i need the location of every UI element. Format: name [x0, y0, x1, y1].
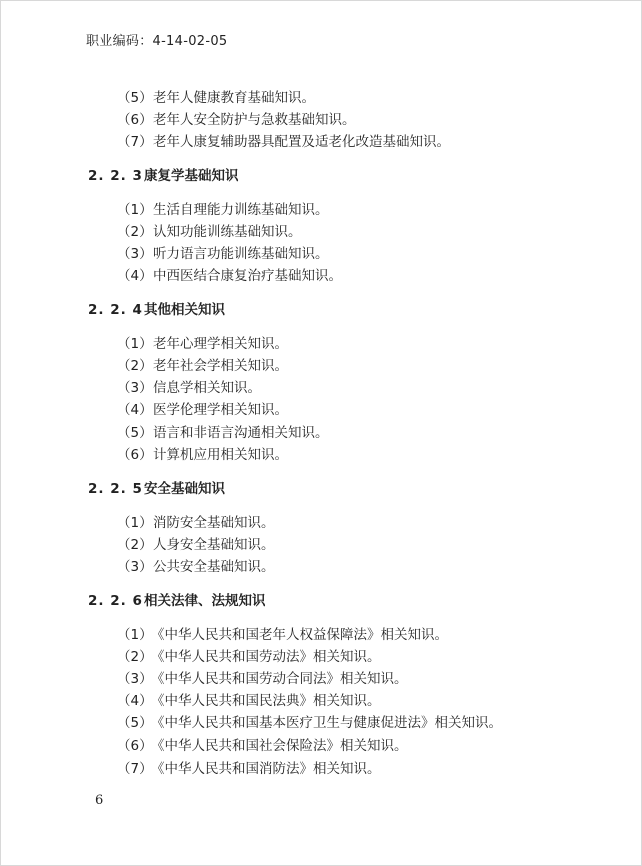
item-index: （4） — [117, 402, 153, 418]
item-index: （2） — [117, 537, 153, 553]
list-item — [117, 354, 288, 374]
item-index: （6） — [117, 447, 153, 463]
list-item — [117, 667, 408, 687]
item-text: 《中华人民共和国劳动法》相关知识。 — [151, 649, 381, 665]
list-item — [117, 555, 275, 575]
section-heading — [88, 298, 225, 318]
list-item — [117, 757, 381, 777]
list-item — [117, 130, 450, 150]
list-item — [117, 734, 408, 754]
list-item — [117, 198, 329, 218]
item-index: （3） — [117, 559, 153, 575]
list-item — [117, 220, 302, 240]
occupation-code: 职业编码：4-14-02-05 — [86, 34, 228, 49]
list-item — [117, 689, 381, 709]
item-index: （3） — [117, 246, 153, 262]
list-item — [117, 398, 288, 418]
section-title: 安全基础知识 — [144, 481, 225, 497]
item-index: （2） — [117, 358, 153, 374]
item-text: 《中华人民共和国消防法》相关知识。 — [151, 761, 381, 777]
item-text: 计算机应用相关知识。 — [153, 447, 288, 463]
item-index: （7） — [117, 134, 153, 150]
section-title: 其他相关知识 — [144, 302, 225, 318]
item-text: 老年人安全防护与急救基础知识。 — [153, 112, 356, 128]
item-index: （3） — [117, 671, 153, 687]
item-index: （5） — [117, 715, 153, 731]
list-item — [117, 533, 275, 553]
item-index: （1） — [117, 336, 153, 352]
list-item — [117, 108, 356, 128]
list-item — [117, 443, 288, 463]
item-text: 生活自理能力训练基础知识。 — [153, 202, 329, 218]
item-text: 《中华人民共和国老年人权益保障法》相关知识。 — [151, 627, 448, 643]
list-item — [117, 264, 342, 284]
item-text: 《中华人民共和国社会保险法》相关知识。 — [151, 738, 408, 754]
list-item — [117, 421, 329, 441]
list-item — [117, 645, 381, 665]
item-text: 消防安全基础知识。 — [153, 515, 275, 531]
list-item — [117, 511, 275, 531]
item-index: （5） — [117, 425, 153, 441]
item-text: 医学伦理学相关知识。 — [153, 402, 288, 418]
item-index: （4） — [117, 693, 153, 709]
list-item — [117, 623, 448, 643]
list-item — [117, 376, 261, 396]
item-text: 公共安全基础知识。 — [153, 559, 275, 575]
list-item — [117, 332, 288, 352]
item-index: （6） — [117, 738, 153, 754]
list-item — [117, 242, 329, 262]
list-item — [117, 711, 502, 731]
item-index: （2） — [117, 649, 153, 665]
item-text: 老年人健康教育基础知识。 — [153, 90, 315, 106]
section-title: 相关法律、法规知识 — [144, 593, 266, 609]
item-text: 人身安全基础知识。 — [153, 537, 275, 553]
item-index: （2） — [117, 224, 153, 240]
section-heading — [88, 589, 266, 609]
item-index: （7） — [117, 761, 153, 777]
item-text: 《中华人民共和国民法典》相关知识。 — [151, 693, 381, 709]
section-number: 2. 2. 6 — [88, 593, 143, 609]
section-number: 2. 2. 4 — [88, 302, 143, 318]
item-text: 听力语言功能训练基础知识。 — [153, 246, 329, 262]
item-text: 语言和非语言沟通相关知识。 — [153, 425, 329, 441]
item-text: 中西医结合康复治疗基础知识。 — [153, 268, 342, 284]
item-text: 老年社会学相关知识。 — [153, 358, 288, 374]
item-index: （3） — [117, 380, 153, 396]
item-index: （4） — [117, 268, 153, 284]
item-text: 认知功能训练基础知识。 — [153, 224, 302, 240]
section-heading — [88, 164, 239, 184]
item-text: 《中华人民共和国基本医疗卫生与健康促进法》相关知识。 — [151, 715, 502, 731]
item-text: 老年人康复辅助器具配置及适老化改造基础知识。 — [153, 134, 450, 150]
section-number: 2. 2. 5 — [88, 481, 143, 497]
page-number: 6 — [95, 793, 104, 808]
item-index: （1） — [117, 202, 153, 218]
item-text: 老年心理学相关知识。 — [153, 336, 288, 352]
section-heading — [88, 477, 225, 497]
item-index: （5） — [117, 90, 153, 106]
item-text: 信息学相关知识。 — [153, 380, 261, 396]
section-number: 2. 2. 3 — [88, 168, 143, 184]
item-index: （1） — [117, 627, 153, 643]
item-text: 《中华人民共和国劳动合同法》相关知识。 — [151, 671, 408, 687]
list-item — [117, 86, 315, 106]
item-index: （6） — [117, 112, 153, 128]
item-index: （1） — [117, 515, 153, 531]
section-title: 康复学基础知识 — [144, 168, 239, 184]
